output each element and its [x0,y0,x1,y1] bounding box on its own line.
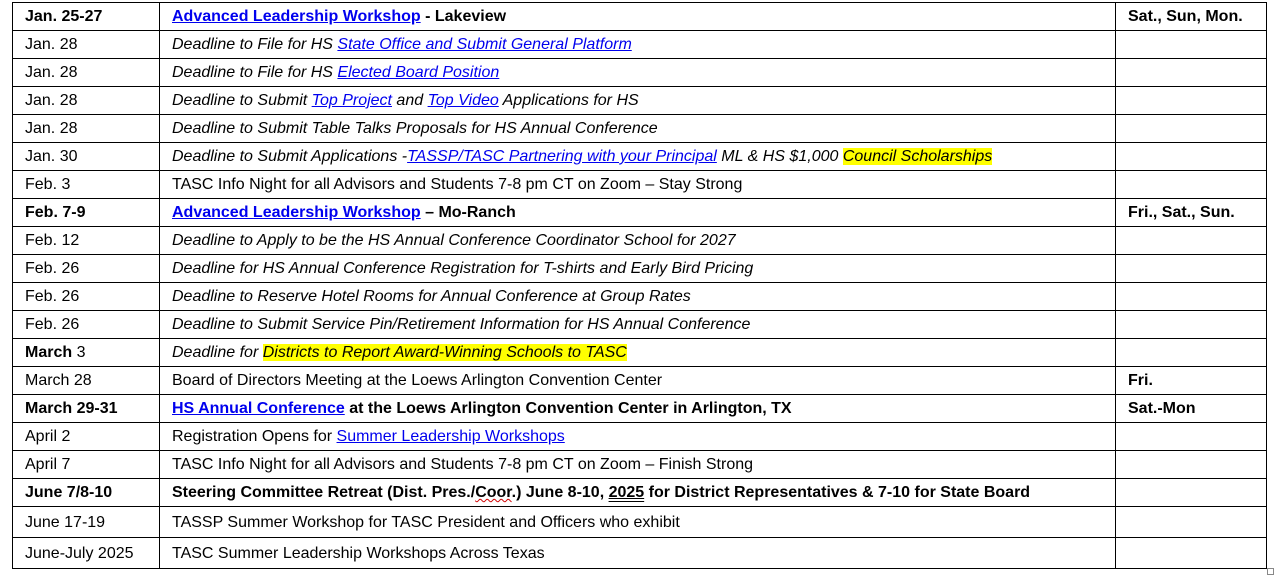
days-cell [1116,255,1267,283]
event-cell [160,87,1116,115]
date-cell: Jan. 25-27 [13,3,160,31]
days-cell [1116,115,1267,143]
date-cell: March 28 [13,367,160,395]
grammar-flag-word: 2025 [608,484,645,501]
table-row [13,87,1267,115]
event-cell: Board of Directors Meeting at the Loews Arlington Convention Center [160,367,1116,395]
table-row [13,367,1267,395]
state-office-link[interactable]: State Office and Submit General Platform [337,36,632,53]
table-row [13,3,1267,31]
table-row [13,395,1267,423]
table-row [13,451,1267,479]
event-text: Deadline to File for HS [172,36,338,53]
event-cell [160,59,1116,87]
days-cell: Fri., Sat., Sun. [1116,199,1267,227]
table-row [13,227,1267,255]
date-cell: Jan. 28 [13,87,160,115]
date-cell: June 17-19 [13,507,160,538]
event-cell: TASC Info Night for all Advisors and Students 7-8 pm CT on Zoom – Stay Strong [160,171,1116,199]
table-row [13,507,1267,538]
event-text: Registration Opens for [172,428,337,445]
top-project-link[interactable]: Top Project [311,92,392,109]
date-cell: Feb. 26 [13,311,160,339]
date-cell: Jan. 28 [13,59,160,87]
days-cell [1116,311,1267,339]
elected-board-position-link[interactable]: Elected Board Position [337,64,500,81]
days-cell [1116,451,1267,479]
date-cell: Feb. 26 [13,255,160,283]
days-cell [1116,227,1267,255]
date-cell: April 2 [13,423,160,451]
event-cell [160,395,1116,423]
table-row [13,339,1267,367]
days-cell [1116,87,1267,115]
date-cell: June 7/8-10 [13,479,160,507]
table-row [13,255,1267,283]
days-cell [1116,339,1267,367]
days-cell [1116,31,1267,59]
table-row [13,423,1267,451]
days-cell [1116,507,1267,538]
days-cell [1116,538,1267,569]
summer-leadership-workshops-link[interactable]: Summer Leadership Workshops [336,428,565,445]
date-cell: Jan. 28 [13,31,160,59]
days-cell: Sat., Sun, Mon. [1116,3,1267,31]
table-row [13,283,1267,311]
event-cell: TASC Summer Leadership Workshops Across Texas [160,538,1116,569]
event-text: for District Representatives & 7-10 for State Board [644,484,1031,501]
date-cell: March 29-31 [13,395,160,423]
event-text: Applications for HS [498,92,639,109]
table-row [13,479,1267,507]
days-cell [1116,143,1267,171]
days-cell: Fri. [1116,367,1267,395]
event-cell: Deadline to Submit Service Pin/Retirement Information for HS Annual Conference [160,311,1116,339]
event-cell: Deadline to Submit Table Talks Proposals for HS Annual Conference [160,115,1116,143]
schedule-table [12,2,1267,569]
table-row [13,31,1267,59]
date-cell: Feb. 3 [13,171,160,199]
date-cell: Feb. 12 [13,227,160,255]
event-text: Deadline to Submit Applications - [172,148,408,165]
event-text: ML & HS $1,000 [716,148,843,165]
date-month: March [25,344,73,361]
date-day: 3 [72,344,86,361]
event-text: Deadline for [172,344,263,361]
event-cell: TASSP Summer Workshop for TASC President and Officers who exhibit [160,507,1116,538]
date-cell: Jan. 28 [13,115,160,143]
table-row [13,143,1267,171]
event-cell: Deadline to Reserve Hotel Rooms for Annual Conference at Group Rates [160,283,1116,311]
event-text: Steering Committee Retreat (Dist. Pres./ [172,484,476,501]
days-cell: Sat.-Mon [1116,395,1267,423]
advanced-leadership-workshop-link[interactable]: Advanced Leadership Workshop [172,8,421,25]
event-text: – Mo-Ranch [420,204,516,221]
spellcheck-word: Coor [475,484,512,501]
days-cell [1116,171,1267,199]
highlighted-text: Districts to Report Award-Winning Schools to TASC [262,344,627,361]
partnering-with-principal-link[interactable]: TASSP/TASC Partnering with your Principal [407,148,717,165]
event-cell [160,339,1116,367]
event-text: - Lakeview [420,8,507,25]
event-cell [160,31,1116,59]
event-cell: Deadline to Apply to be the HS Annual Conference Coordinator School for 2027 [160,227,1116,255]
hs-annual-conference-link[interactable]: HS Annual Conference [172,400,345,417]
event-cell [160,3,1116,31]
date-cell: April 7 [13,451,160,479]
event-cell: TASC Info Night for all Advisors and Students 7-8 pm CT on Zoom – Finish Strong [160,451,1116,479]
event-cell [160,479,1116,507]
table-row [13,171,1267,199]
event-text: and [391,92,428,109]
date-cell [13,339,160,367]
date-cell: Jan. 30 [13,143,160,171]
event-text: .) June 8-10, [511,484,609,501]
event-text: Deadline to File for HS [172,64,338,81]
days-cell [1116,59,1267,87]
date-cell: Feb. 26 [13,283,160,311]
table-resize-handle[interactable] [1267,568,1274,575]
event-cell [160,143,1116,171]
table-row [13,59,1267,87]
advanced-leadership-workshop-link[interactable]: Advanced Leadership Workshop [172,204,421,221]
table-row [13,199,1267,227]
top-video-link[interactable]: Top Video [427,92,499,109]
event-cell [160,199,1116,227]
days-cell [1116,283,1267,311]
event-cell: Deadline for HS Annual Conference Registration for T-shirts and Early Bird Pricing [160,255,1116,283]
highlighted-text: Council Scholarships [842,148,993,165]
days-cell [1116,423,1267,451]
table-row [13,311,1267,339]
table-row [13,538,1267,569]
date-cell: Feb. 7-9 [13,199,160,227]
event-cell [160,423,1116,451]
event-text: at the Loews Arlington Convention Center in Arlington, TX [344,400,792,417]
date-cell: June-July 2025 [13,538,160,569]
event-text: Deadline to Submit [172,92,312,109]
table-row [13,115,1267,143]
days-cell [1116,479,1267,507]
